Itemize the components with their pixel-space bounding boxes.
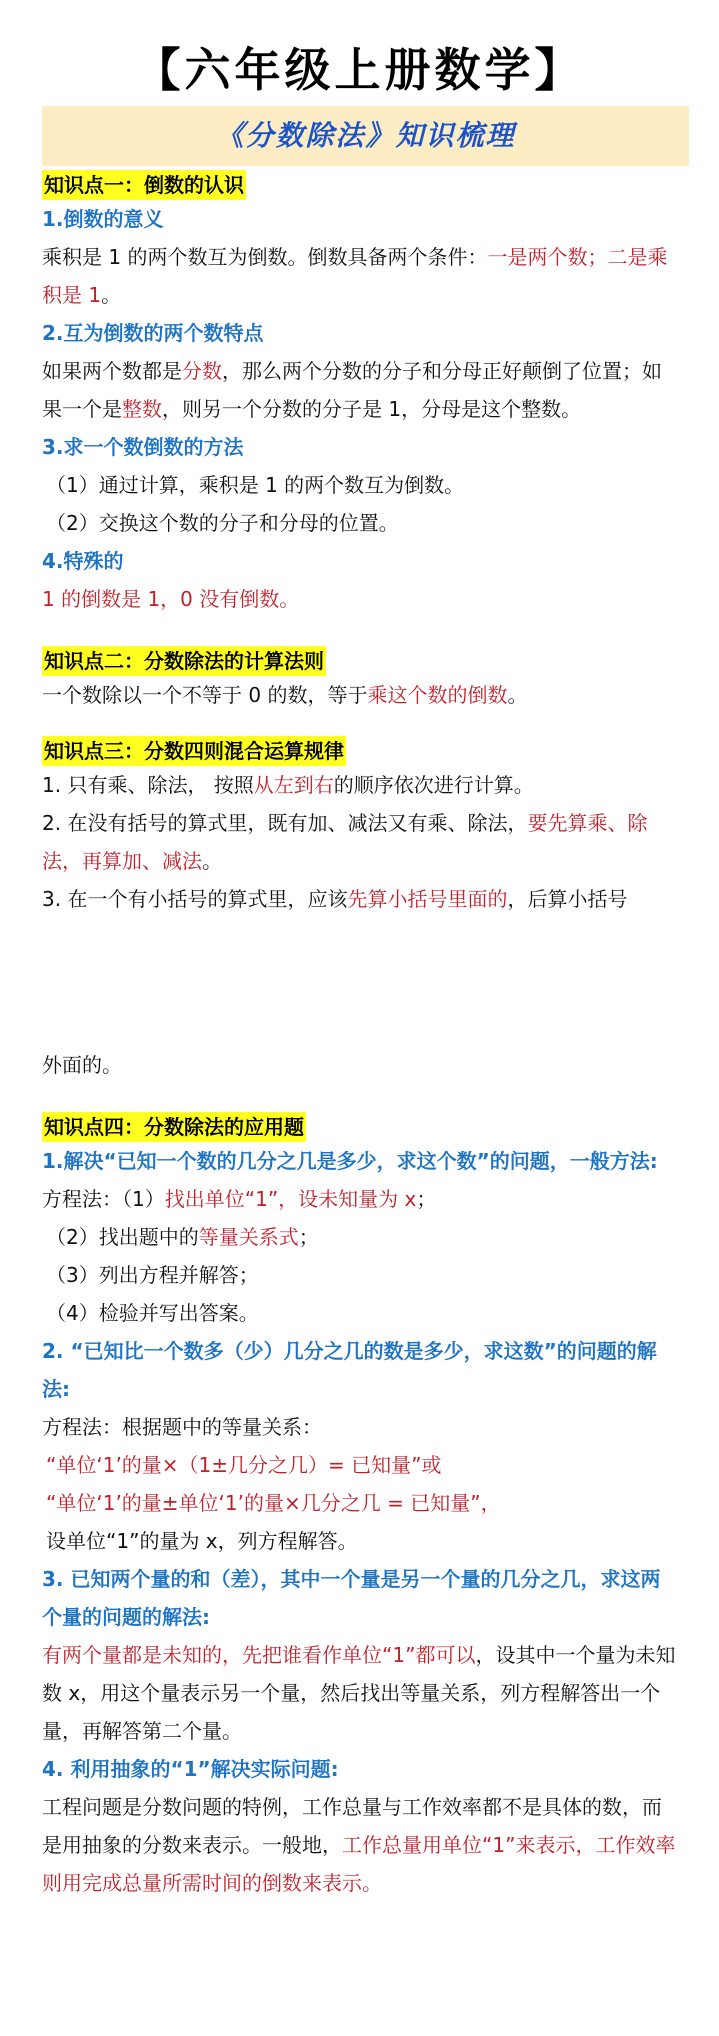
- text: 1. 只有乘、除法， 按照: [42, 773, 254, 797]
- s1-sub-1: 1.倒数的意义: [42, 207, 164, 231]
- text: 。: [101, 283, 122, 307]
- highlight: 一是两个数；二是乘积是 1: [42, 245, 668, 307]
- text: ；: [416, 1187, 437, 1211]
- section-1-heading: 知识点一：倒数的认识: [42, 170, 246, 200]
- section-3-heading: 知识点三：分数四则混合运算规律: [42, 736, 346, 766]
- highlight: 找出单位“1”，设未知量为 x: [164, 1187, 417, 1211]
- s4-para-7: “单位‘1’的量±单位‘1’的量×几分之几 = 已知量”，: [46, 1491, 501, 1515]
- section-4: [42, 1112, 679, 1902]
- s1-para-1: [42, 238, 679, 314]
- s3-para-3-cont: 外面的。: [42, 1053, 122, 1077]
- section-4-heading: 知识点四：分数除法的应用题: [42, 1112, 306, 1142]
- section-1: [42, 170, 679, 618]
- s3-para-2: [42, 804, 679, 880]
- s4-para-10: [42, 1788, 679, 1902]
- text: 如果两个数都是: [42, 359, 182, 383]
- s2-para-1: [42, 676, 679, 714]
- highlight: 工作总量用单位“1”来表示，工作效率则用完成总量所需时间的倒数来表示。: [42, 1833, 676, 1895]
- highlight: 乘这个数的倒数: [367, 683, 508, 707]
- s1-sub-4: 4.特殊的: [42, 549, 124, 573]
- highlight: 先算小括号里面的: [347, 887, 508, 911]
- s4-para-4: （4）检验并写出答案。: [46, 1301, 259, 1325]
- s4-para-6: “单位‘1’的量×（1±几分之几）= 已知量”或: [46, 1453, 442, 1477]
- section-2-heading: 知识点二：分数除法的计算法则: [42, 646, 326, 676]
- section-3: [42, 736, 679, 1084]
- highlight: 整数: [122, 397, 162, 421]
- s1-para-2: [42, 352, 679, 428]
- s4-para-3: （3）列出方程并解答；: [46, 1263, 259, 1287]
- s1-para-3: （1）通过计算，乘积是 1 的两个数互为倒数。: [46, 473, 465, 497]
- s1-sub-2: 2.互为倒数的两个数特点: [42, 321, 264, 345]
- content: [0, 166, 719, 1902]
- page-title: 【六年级上册数学】: [134, 43, 585, 97]
- section-2: [42, 646, 679, 714]
- s4-sub-1: 1.解决“已知一个数的几分之几是多少，求这个数”的问题，一般方法:: [42, 1149, 658, 1173]
- s4-para-9: [42, 1636, 679, 1750]
- s4-sub-3: 3. 已知两个量的和（差），其中一个量是另一个量的几分之几，求这两个量的问题的解法:: [42, 1567, 661, 1629]
- text: 乘积是 1 的两个数互为倒数。倒数具备两个条件：: [42, 245, 488, 269]
- text: 3. 在一个有小括号的算式里，应该: [42, 887, 348, 911]
- highlight: 等量关系式: [198, 1225, 299, 1249]
- s4-para-2: [42, 1218, 679, 1256]
- s1-para-5: 1 的倒数是 1，0 没有倒数。: [42, 587, 300, 611]
- s1-sub-3: 3.求一个数倒数的方法: [42, 435, 244, 459]
- s4-sub-4: 4. 利用抽象的“1”解决实际问题:: [42, 1757, 339, 1781]
- text: ，那么两个分数的分子和分母正好颠倒了位置；如果一个是: [42, 359, 662, 421]
- highlight: 有两个量都是未知的，先把谁看作单位“1”都可以: [42, 1643, 476, 1667]
- text: （2）找出题中的: [46, 1225, 199, 1249]
- subtitle-banner: 《分数除法》知识梳理: [42, 106, 689, 166]
- highlight: 要先算乘、除法，再算加、减法: [42, 811, 648, 873]
- s3-para-3: [42, 880, 679, 918]
- text: 。: [507, 683, 528, 707]
- s4-sub-2: 2. “已知比一个数多（少）几分之几的数是多少，求这数”的问题的解法:: [42, 1339, 657, 1401]
- text: ；: [298, 1225, 319, 1249]
- text: 。: [202, 849, 222, 873]
- s1-para-4: （2）交换这个数的分子和分母的位置。: [46, 511, 399, 535]
- text: ，设其中一个量为未知数 x，用这个量表示另一个量，然后找出等量关系，列方程解答出一个量，再解答第二个量。: [42, 1643, 676, 1743]
- text: ，则另一个分数的分子是 1，分母是这个整数。: [162, 397, 582, 421]
- highlight: 分数: [182, 359, 222, 383]
- text: 工程问题是分数问题的特例，工作总量与工作效率都不是具体的数，而是用抽象的分数来表示。一般地，: [42, 1795, 662, 1857]
- text: 方程法：（1）: [42, 1187, 165, 1211]
- s4-para-1: [42, 1180, 679, 1218]
- text: 2. 在没有括号的算式里，既有加、减法又有乘、除法，: [42, 811, 528, 835]
- s4-para-8: 设单位“1”的量为 x，列方程解答。: [46, 1529, 358, 1553]
- s4-para-5: 方程法：根据题中的等量关系：: [42, 1415, 322, 1439]
- s3-para-1: [42, 766, 679, 804]
- text: 的顺序依次进行计算。: [333, 773, 534, 797]
- text: 一个数除以一个不等于 0 的数，等于: [42, 683, 368, 707]
- text: ，后算小括号: [507, 887, 628, 911]
- highlight: 从左到右: [253, 773, 334, 797]
